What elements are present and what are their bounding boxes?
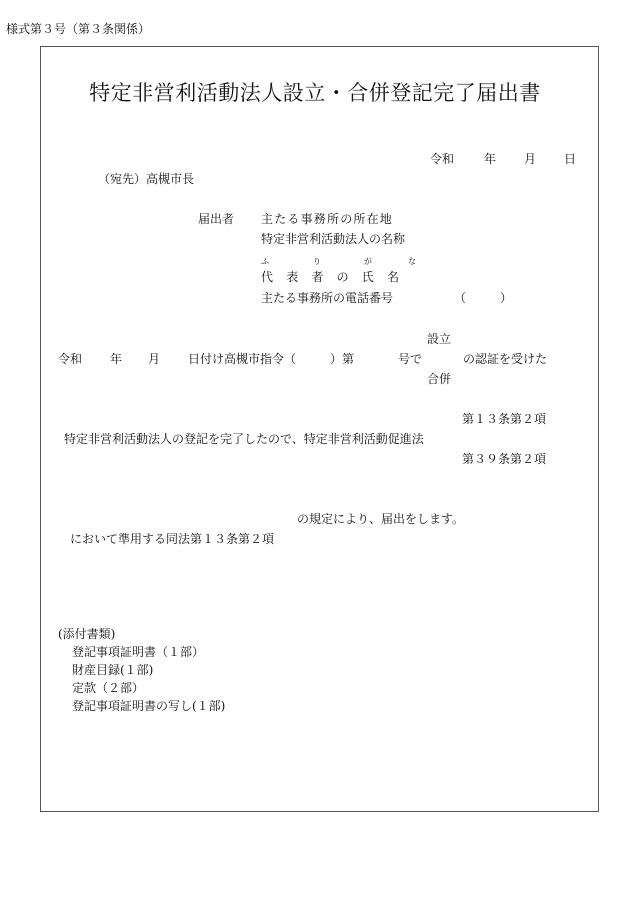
phone-paren-open: （ xyxy=(454,291,467,305)
representative-label: 代 表 者 の 氏 名 xyxy=(261,270,400,284)
addressee: （宛先）高槻市長 xyxy=(98,172,195,186)
applied-text: において準用する同法第１３条第２項 xyxy=(70,532,275,546)
attachment-item: 財産目録(１部) xyxy=(72,663,154,677)
article-13-option: 第１３条第２項 xyxy=(462,412,547,426)
furigana-ri: り xyxy=(313,257,321,266)
approval-directive: 日付け高槻市指令（ xyxy=(188,352,297,366)
form-frame xyxy=(40,46,599,812)
registration-text: 特定非営利活動法人の登記を完了したので、特定非営利活動促進法 xyxy=(64,432,424,446)
approval-dai: ）第 xyxy=(330,352,355,366)
attachment-item: 登記事項証明書（１部） xyxy=(72,645,205,659)
attachment-item: 定款（２部） xyxy=(72,681,145,695)
office-address-label: 主たる事務所の所在地 xyxy=(261,212,394,226)
approval-gou: 号で xyxy=(398,352,423,366)
phone-paren-close: ） xyxy=(500,291,513,305)
approval-era: 令和 xyxy=(58,352,83,366)
setup-option: 設立 xyxy=(427,332,452,346)
approval-month: 月 xyxy=(148,352,161,366)
provision-text: の規定により、届出をします。 xyxy=(297,512,465,526)
furigana-fu: ふ xyxy=(261,257,269,266)
date-month: 月 xyxy=(524,152,537,166)
furigana-na: な xyxy=(408,257,416,266)
date-era: 令和 xyxy=(430,152,455,166)
attachment-item: 登記事項証明書の写し(１部) xyxy=(72,699,226,713)
approval-year: 年 xyxy=(110,352,123,366)
document-title: 特定非営利活動法人設立・合併登記完了届出書 xyxy=(89,81,541,105)
applicant-label: 届出者 xyxy=(198,212,235,226)
date-day: 日 xyxy=(564,152,577,166)
date-year: 年 xyxy=(484,152,497,166)
article-39-option: 第３９条第２項 xyxy=(462,452,547,466)
approval-text: の認証を受けた xyxy=(463,352,548,366)
merge-option: 合併 xyxy=(427,372,452,386)
furigana-ga: が xyxy=(364,257,372,266)
phone-label: 主たる事務所の電話番号 xyxy=(261,291,394,305)
attachments-heading: (添付書類) xyxy=(58,627,116,641)
form-number-label: 様式第３号（第３条関係） xyxy=(6,22,151,36)
corporation-name-label: 特定非営利活動法人の名称 xyxy=(261,232,406,246)
